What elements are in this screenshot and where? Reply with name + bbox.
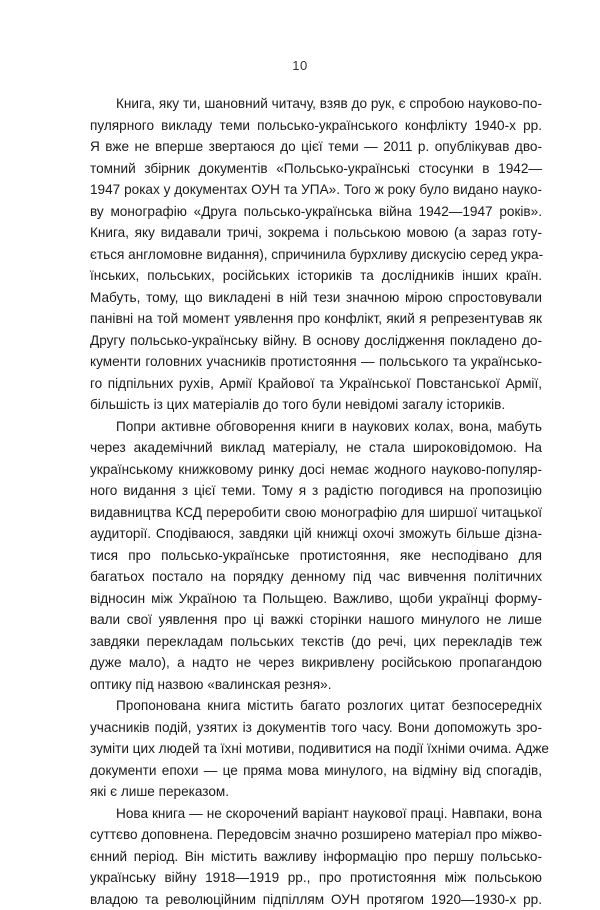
text-line: ного видання з цієї теми. Тому я з радістю погодився на пропозицію [90, 480, 542, 502]
text-line: томний збірник документів «Польсько-українські стосунки в 1942— [90, 158, 542, 180]
page-number: 10 [0, 58, 600, 73]
text-line: Книга, яку видавали тричі, зокрема і польською мовою (а зараз готу- [90, 222, 542, 244]
paragraph [90, 93, 542, 416]
text-line: Попри активне обговорення книги в наукових колах, вона, мабуть [90, 416, 542, 438]
text-line: вали свої уявлення про ці важкі сторінки нашого минулого не лише [90, 609, 542, 631]
text-line: Другу польсько-українську війну. В основу дослідження покладено до- [90, 330, 542, 352]
text-line: багатьох постало на порядку денному під час вивчення політичних [90, 566, 542, 588]
text-line: Нова книга — не скорочений варіант наукової праці. Навпаки, вона [90, 803, 542, 825]
text-line: тися про польсько-українське протистояння, яке несподівано для [90, 545, 542, 567]
text-line: через академічний виклад матеріалу, не стала широковідомою. На [90, 437, 542, 459]
text-line: панівні на той момент уявлення про конфлікт, який я репрезентував як [90, 308, 542, 330]
text-line: оптику під назвою «валинская резня». [90, 674, 542, 696]
text-line: єнний період. Він містить важливу інформацію про першу польсько- [90, 846, 542, 868]
text-line: завдяки перекладам польських текстів (до речі, цих перекладів теж [90, 631, 542, 653]
text-line: більшість із цих матеріалів до того були невідомі загалу істориків. [90, 394, 542, 416]
text-line: суттєво доповнена. Передовсім значно розширено матеріал про міжво- [90, 824, 542, 846]
text-line: Я вже не вперше звертаюся до цієї теми — 2011 р. опублікував дво- [90, 136, 542, 158]
text-line: Мабуть, тому, що викладені в ній тези значною мірою спростовували [90, 287, 542, 309]
text-line: ється англомовне видання), спричинила бурхливу дискусію серед укра- [90, 244, 542, 266]
text-line: зуміти цих людей та їхні мотиви, подивитися на події їхніми очима. Адже [90, 738, 542, 760]
paragraph [90, 803, 542, 910]
text-line: Книга, яку ти, шановний читачу, взяв до рук, є спробою науково-по- [90, 93, 542, 115]
text-line: дуже мало), а надто не через викривлену російською пропагандою [90, 652, 542, 674]
text-line: го підпільних рухів, Армії Крайової та Української Повстанської Армії, [90, 373, 542, 395]
text-line: відносин між Україною та Польщею. Важливо, щоби українці форму- [90, 588, 542, 610]
text-line: 1947 роках у документах ОУН та УПА». Того ж року було видано науко- [90, 179, 542, 201]
text-line: українську війну 1918—1919 рр., про протистояння між польською [90, 867, 542, 889]
text-line: ву монографію «Друга польсько-українська війна 1942—1947 років». [90, 201, 542, 223]
text-line: їнських, польських, російських істориків та дослідників інших країн. [90, 265, 542, 287]
text-line: владою та революційним підпіллям ОУН протягом 1920—1930-х рр. [90, 889, 542, 910]
text-line: видавництва КСД переробити свою монографію для ширшої читацької [90, 502, 542, 524]
text-line: українському книжковому ринку досі немає жодного науково-популяр- [90, 459, 542, 481]
body-text [90, 93, 542, 910]
text-line: документи епохи — це пряма мова минулого, на відміну від спогадів, [90, 760, 542, 782]
text-line: які є лише переказом. [90, 781, 542, 803]
text-line: пулярного викладу теми польсько-українського конфлікту 1940-х рр. [90, 115, 542, 137]
paragraph [90, 416, 542, 696]
text-line: Пропонована книга містить багато розлогих цитат безпосередніх [90, 695, 542, 717]
text-line: учасників подій, узятих із документів того часу. Вони допоможуть зро- [90, 717, 542, 739]
text-line: аудиторії. Сподіваюся, завдяки цій книжці охочі зможуть більше дізна- [90, 523, 542, 545]
text-line: кументи головних учасників протистояння — польського та українсько- [90, 351, 542, 373]
paragraph [90, 695, 542, 803]
